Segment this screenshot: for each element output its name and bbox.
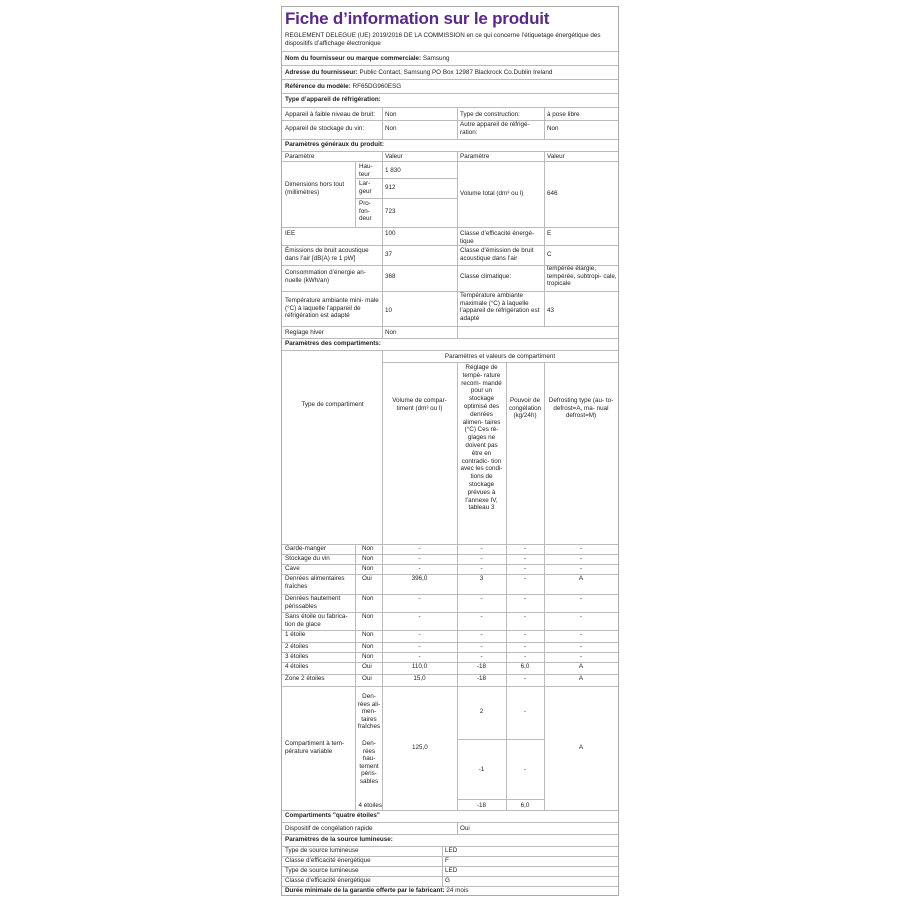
divider (282, 350, 618, 351)
dims-label: Dimensions hors tout (millimètres) (285, 181, 345, 196)
volume-label: Volume total (dm³ ou l) (460, 190, 524, 197)
compartments-heading: Paramètres des compartiments: (285, 340, 381, 347)
compartment-name: Denrées hautement périssables (285, 595, 341, 610)
compartment-freeze: - (523, 565, 527, 572)
winter-label: Reglage hiver (285, 329, 324, 336)
variable-sub-freeze: - (523, 766, 527, 773)
consumption-label: Consommation d’énergie an- nuelle (kWh/an) (285, 269, 366, 284)
compartment-temp: -18 (476, 663, 487, 670)
compartment-volume: - (418, 653, 421, 660)
height-value: 1 830 (385, 167, 401, 174)
compartment-defrost: - (579, 555, 583, 562)
divider (457, 362, 458, 810)
divider (282, 120, 618, 121)
compartment-freeze: - (523, 613, 527, 620)
noise-class-label: Classe d’émission de bruit acoustique dans l’air (460, 247, 534, 262)
construction-value: à pose libre (547, 111, 580, 118)
compartment-name: Garde-manger (285, 545, 326, 552)
col-compartment-type: Type de compartiment (301, 401, 364, 408)
compartment-volume: 396,0 (411, 575, 428, 582)
param-col-header: Paramètre (285, 153, 315, 160)
compartment-name: 1 étoile (285, 631, 306, 638)
divider (282, 686, 618, 687)
supplier-label: Nom du fournisseur ou marque commerciale: (285, 55, 422, 62)
other-label: Autre appareil de réfrigé- ration: (460, 121, 530, 136)
compartment-freeze: - (523, 545, 527, 552)
variable-sub-temp: -1 (478, 766, 485, 773)
compartment-name: Cave (285, 565, 300, 572)
compartment-defrost: A (578, 675, 584, 682)
compartment-present: Non (362, 631, 374, 638)
compartment-volume: - (418, 555, 421, 562)
fast-freeze-value: Oui (460, 825, 470, 832)
climate-label: Classe climatique: (460, 273, 512, 280)
divider (457, 739, 544, 740)
warranty-label: Durée minimale de la garantie offerte par le fabricant: (285, 887, 445, 894)
compartment-temp: - (480, 565, 483, 572)
variable-sub-label: 4 étoiles (358, 802, 382, 809)
model-value: RF65DG960ESG (352, 83, 402, 90)
variable-sub-label: Den- rées ali- men- taires fraîches (357, 693, 381, 731)
compartment-freeze: - (523, 575, 527, 582)
divider (382, 362, 618, 363)
divider (457, 107, 458, 139)
compartment-present: Oui (362, 675, 372, 682)
col-compartment-volume: Volume de compar- timent (dm³ ou l) (392, 397, 447, 412)
tmin-label: Température ambiante mini- male (°C) à laquelle l’appareil de réfrigération est adapté (285, 297, 379, 320)
light-row-value: G (445, 877, 450, 884)
compartment-temp: -18 (476, 675, 487, 682)
compartment-volume: - (418, 631, 421, 638)
compartment-volume: - (418, 545, 421, 552)
general-heading: Paramètres généraux du produit: (285, 141, 385, 148)
value-col-header-2: Valeur (547, 153, 565, 160)
divider (282, 161, 618, 162)
compartment-defrost: - (579, 643, 583, 650)
wine-label: Appareil de stockage du vin: (285, 125, 365, 132)
other-value: Non (547, 125, 559, 132)
compartment-name: Zone 2 étoiles (285, 675, 325, 682)
model-label: Référence du modèle: (285, 83, 351, 90)
page-title: Fiche d’information sur le produit (285, 9, 550, 28)
divider (457, 799, 544, 800)
divider (544, 107, 545, 139)
divider (282, 822, 618, 823)
compartment-name: Sans étoile ou fabrica- tion de glace (285, 613, 348, 628)
volume-value: 646 (547, 190, 558, 197)
compartment-temp: - (480, 545, 483, 552)
appliance-type-heading: Type d’appareil de réfrigération: (285, 96, 381, 103)
noise-value: 37 (385, 251, 393, 258)
four-star-heading: Compartiments "quatre étoiles" (285, 812, 380, 819)
compartment-temp: - (480, 613, 483, 620)
divider (282, 79, 618, 80)
light-row-value: F (445, 857, 449, 864)
compartment-temp: 3 (479, 575, 484, 582)
divider (544, 362, 545, 810)
compartment-freeze: - (523, 555, 527, 562)
divider (282, 151, 618, 152)
compartment-freeze: - (523, 643, 527, 650)
compartment-name: 3 étoiles (285, 653, 309, 660)
eff-label: Classe d’efficacité énergé- tique (460, 230, 535, 245)
low-noise-label: Appareil à faible niveau de bruit: (285, 111, 375, 118)
light-row-value: LED (445, 847, 458, 854)
iee-value: 100 (385, 230, 396, 237)
compartment-name: 2 étoiles (285, 643, 309, 650)
light-row-value: LED (445, 867, 458, 874)
variable-sub-temp: 2 (479, 708, 484, 715)
compartment-freeze: - (523, 653, 527, 660)
compartment-present: Non (362, 595, 374, 602)
compartment-freeze: - (523, 675, 527, 682)
winter-value: Non (385, 329, 397, 336)
warranty-row (285, 887, 468, 895)
supplier-row (285, 55, 449, 63)
compartment-temp: - (480, 555, 483, 562)
divider (506, 362, 507, 810)
address-value: Public Contact, Samsung PO Box 12987 Blackrock Co.Dublin Ireland (359, 69, 553, 76)
divider (282, 291, 618, 292)
climate-value: tempérée élargie, tempérée, subtropi- cale, tropicale (547, 265, 617, 288)
variable-sub-label: Den- rées hau- tement péris- sables (359, 740, 379, 785)
depth-value: 723 (385, 208, 396, 215)
compartment-present: Non (362, 613, 374, 620)
noise-label: Émissions de bruit acoustique dans l’air [dB(A) re 1 pW] (285, 247, 369, 262)
compartment-name: Stockage du vin (285, 555, 330, 562)
divider (282, 810, 618, 811)
compartment-temp: - (480, 653, 483, 660)
compartment-group-header: Paramètres et valeurs de compartiment (444, 353, 556, 360)
compartment-volume: - (418, 613, 421, 620)
light-row-label: Classe d’efficacité énergétique (285, 857, 371, 864)
tmin-value: 10 (385, 307, 393, 314)
divider (282, 338, 618, 339)
variable-compartment-defrost: A (578, 744, 584, 751)
compartment-present: Non (362, 653, 374, 660)
light-row-label: Classe d’efficacité énergétique (285, 877, 371, 884)
light-row-label: Type de source lumineuse (285, 847, 359, 854)
variable-sub-freeze: - (523, 708, 527, 715)
address-row (285, 69, 552, 77)
supplier-value: Samsung (422, 55, 450, 62)
compartment-defrost: A (578, 575, 584, 582)
address-label: Adresse du fournisseur: (285, 69, 358, 76)
compartment-defrost: - (579, 631, 583, 638)
col-recommended-temperature: Réglage de tempé- rature recom- mandé pour un stockage optimisé des denrées alimen- taires (°C) Ces ré- glages ne doivent pas être en contradic- tion avec les condi- tions de stockage prévues à l’annexe IV, tableau 3 (460, 364, 503, 512)
compartment-temp: - (480, 631, 483, 638)
compartment-volume: - (418, 595, 421, 602)
compartment-temp: - (480, 595, 483, 602)
compartment-present: Non (362, 555, 374, 562)
compartment-volume: - (418, 643, 421, 650)
divider (282, 107, 618, 108)
depth-label: Pro- fon- deur (359, 200, 372, 223)
divider (355, 198, 457, 199)
divider (355, 178, 457, 179)
compartment-freeze: 6,0 (520, 663, 530, 670)
eff-value: E (547, 230, 552, 237)
light-heading: Paramètres de la source lumineuse: (285, 836, 393, 843)
compartment-present: Oui (362, 575, 372, 582)
value-col-header: Valeur (385, 153, 403, 160)
compartment-present: Oui (362, 663, 372, 670)
compartment-name: 4 étoiles (285, 663, 309, 670)
divider (544, 151, 545, 326)
noise-class-value: C (547, 251, 552, 258)
width-value: 912 (385, 184, 396, 191)
width-label: Lar- geur (359, 180, 372, 195)
compartment-present: Non (362, 643, 374, 650)
divider (282, 326, 618, 327)
fast-freeze-label: Dispositif de congélation rapide (285, 825, 373, 832)
compartment-present: Non (362, 545, 374, 552)
divider (355, 161, 356, 227)
compartment-defrost: - (579, 565, 583, 572)
compartment-freeze: - (523, 631, 527, 638)
compartment-volume: 110,0 (411, 663, 428, 670)
compartment-volume: 15,0 (413, 675, 426, 682)
compartment-defrost: - (579, 653, 583, 660)
divider (282, 65, 618, 66)
col-freezing-capacity: Pouvoir de congélation (kg/24h) (508, 397, 542, 420)
model-row (285, 83, 401, 91)
low-noise-value: Non (385, 111, 397, 118)
tmax-value: 43 (547, 307, 555, 314)
construction-label: Type de construction: (460, 111, 520, 118)
compartment-volume: - (418, 565, 421, 572)
divider (282, 834, 618, 835)
variable-sub-temp: -18 (476, 802, 487, 809)
param-col-header-2: Paramètre (460, 153, 490, 160)
divider (457, 822, 458, 834)
regulation-text: REGLEMENT DELEGUE (UE) 2019/2016 DE LA COMMISSION en ce qui concerne l’étiquetage énergétique des dispositifs d’affichage électronique (285, 32, 601, 47)
wine-value: Non (385, 125, 397, 132)
variable-compartment-label: Compartiment à tem- pérature variable (285, 740, 345, 755)
variable-compartment-volume: 125,0 (412, 744, 428, 751)
divider (282, 227, 618, 228)
variable-sub-freeze: 6,0 (520, 802, 530, 809)
compartment-defrost: A (578, 663, 584, 670)
divider (282, 51, 618, 52)
compartment-temp: - (480, 643, 483, 650)
divider (282, 245, 618, 246)
compartment-present: Non (362, 565, 374, 572)
warranty-value: 24 mois (446, 887, 469, 894)
iee-label: IEE (285, 230, 296, 237)
compartment-defrost: - (579, 613, 583, 620)
light-row-label: Type de source lumineuse (285, 867, 359, 874)
product-information-sheet (281, 6, 619, 896)
divider (282, 93, 618, 94)
consumption-value: 368 (385, 273, 396, 280)
compartment-freeze: - (523, 595, 527, 602)
col-defrosting-type: Defrosting type (au- to-defrost=A, ma- nual defrost=M) (548, 397, 614, 420)
tmax-label: Température ambiante maximale (°C) à laquelle l’appareil de réfrigération est adapté (460, 292, 540, 322)
divider (282, 139, 618, 140)
compartment-defrost: - (579, 545, 583, 552)
compartment-defrost: - (579, 595, 583, 602)
compartment-name: Denrées alimentaires fraîches (285, 575, 345, 590)
height-label: Hau- teur (359, 163, 373, 178)
divider (382, 107, 383, 139)
